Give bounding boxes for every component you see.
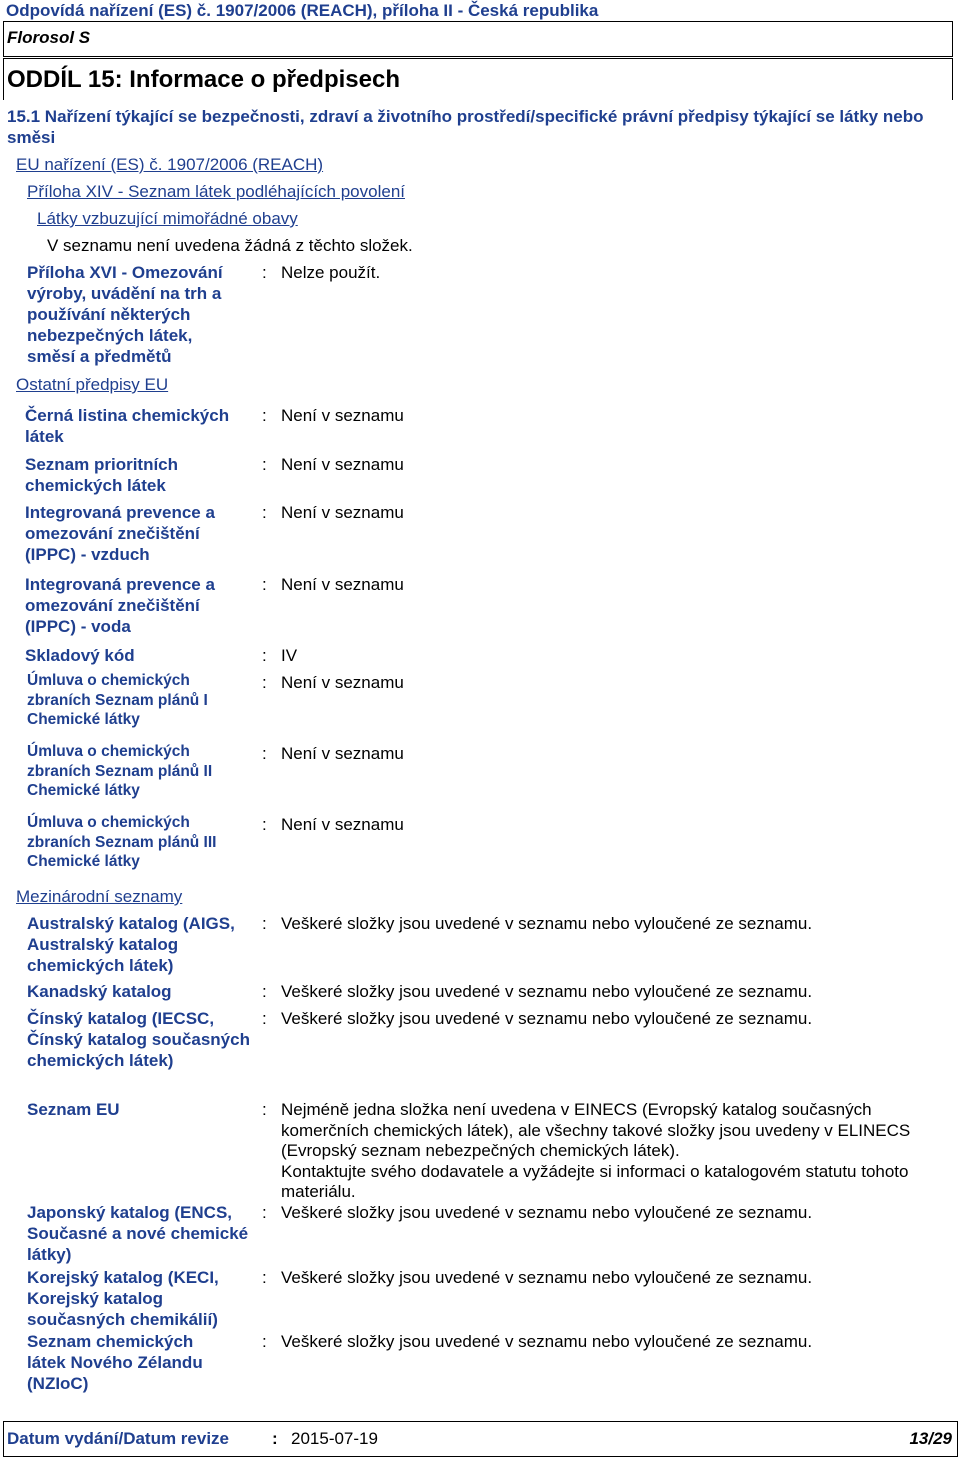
- cwc-schedule-3-label: Úmluva o chemických zbraních Seznam plánů III Chemické látky: [27, 814, 217, 870]
- row-colon: :: [262, 646, 267, 665]
- canada-label: Kanadský katalog: [27, 982, 172, 1001]
- priority-list-label: Seznam prioritních chemických látek: [25, 455, 179, 495]
- row-colon: :: [262, 1100, 267, 1119]
- product-name-box: [3, 21, 953, 57]
- australia-value: Veškeré složky jsou uvedené v seznamu nebo vyloučené ze seznamu.: [281, 914, 813, 933]
- ippc-water-label: Integrovaná prevence a omezování znečištění (IPPC) - voda: [25, 575, 215, 636]
- china-value: Veškeré složky jsou uvedené v seznamu nebo vyloučené ze seznamu.: [281, 1009, 813, 1028]
- product-name: Florosol S: [7, 28, 91, 47]
- storage-code-label: Skladový kód: [25, 646, 135, 665]
- cwc-schedule-3-value: Není v seznamu: [281, 815, 404, 834]
- section-subtitle: 15.1 Nařízení týkající se bezpečnosti, zdraví a životního prostředí/specifické právní předpisy týkající se látky nebo směsi: [7, 107, 924, 147]
- row-colon: :: [262, 575, 267, 594]
- footer-date-label: Datum vydání/Datum revize: [7, 1429, 230, 1448]
- row-colon: :: [262, 982, 267, 1001]
- row-colon: :: [262, 1332, 267, 1351]
- storage-code-value: IV: [281, 646, 298, 665]
- cwc-schedule-1-label: Úmluva o chemických zbraních Seznam plánů I Chemické látky: [27, 672, 208, 728]
- australia-label: Australský katalog (AIGS, Australský katalog chemických látek): [27, 914, 235, 975]
- row-colon: :: [262, 1203, 267, 1222]
- row-colon: :: [262, 815, 267, 834]
- row-colon: :: [262, 503, 267, 522]
- blacklist-label: Černá listina chemických látek: [25, 406, 230, 446]
- cwc-schedule-1-value: Není v seznamu: [281, 673, 404, 692]
- eu-inventory-value-line-2: Kontaktujte svého dodavatele a vyžádejte si informaci o katalogovém statutu tohoto materiálu.: [281, 1161, 909, 1201]
- footer-date-value: 2015-07-19: [291, 1429, 378, 1448]
- china-label: Čínský katalog (IECSC, Čínský katalog současných chemických látek): [27, 1009, 250, 1070]
- section-title: ODDÍL 15: Informace o předpisech: [7, 66, 400, 93]
- korea-value: Veškeré složky jsou uvedené v seznamu nebo vyloučené ze seznamu.: [281, 1268, 813, 1287]
- row-colon: :: [262, 1009, 267, 1028]
- eu-inventory-label: Seznam EU: [27, 1100, 120, 1119]
- ippc-water-value: Není v seznamu: [281, 575, 404, 594]
- new-zealand-value: Veškeré složky jsou uvedené v seznamu nebo vyloučené ze seznamu.: [281, 1332, 813, 1351]
- row-colon: :: [262, 455, 267, 474]
- annex17-label: Příloha XVI - Omezování výroby, uvádění na trh a používání některých nebezpečných látek, směsí a předmětů: [27, 263, 223, 366]
- regulation-header: Odpovídá nařízení (ES) č. 1907/2006 (REACH), příloha II - Česká republika: [6, 1, 599, 20]
- eu-reach-heading: EU nařízení (ES) č. 1907/2006 (REACH): [16, 155, 324, 174]
- new-zealand-label: Seznam chemických látek Nového Zélandu (NZIoC): [27, 1332, 203, 1393]
- annex17-value: Nelze použít.: [281, 263, 381, 282]
- page-number: 13/29: [909, 1429, 952, 1448]
- row-colon: :: [262, 406, 267, 425]
- svhc-heading: Látky vzbuzující mimořádné obavy: [37, 209, 298, 228]
- other-eu-heading: Ostatní předpisy EU: [16, 375, 169, 394]
- cwc-schedule-2-value: Není v seznamu: [281, 744, 404, 763]
- row-colon: :: [262, 744, 267, 763]
- japan-label: Japonský katalog (ENCS, Současné a nové chemické látky): [27, 1203, 249, 1264]
- korea-label: Korejský katalog (KECI, Korejský katalog současných chemikálií): [27, 1268, 219, 1329]
- ippc-air-label: Integrovaná prevence a omezování znečištění (IPPC) - vzduch: [25, 503, 215, 564]
- eu-inventory-value: [281, 1100, 946, 1203]
- annex17-colon: :: [262, 263, 267, 282]
- annex14-heading: Příloha XIV - Seznam látek podléhajících povolení: [27, 182, 405, 201]
- footer-colon: :: [272, 1429, 278, 1448]
- blacklist-value: Není v seznamu: [281, 406, 404, 425]
- eu-inventory-value-line-1: Nejméně jedna složka není uvedena v EINECS (Evropský katalog současných komerčních chemických látek), ale všechny takové složky jsou uvedeny v ELINECS (Evropský seznam nebezpečných chemických látek).: [281, 1100, 911, 1160]
- row-colon: :: [262, 673, 267, 692]
- ippc-air-value: Není v seznamu: [281, 503, 404, 522]
- cwc-schedule-2-label: Úmluva o chemických zbraních Seznam plánů II Chemické látky: [27, 743, 213, 799]
- japan-value: Veškeré složky jsou uvedené v seznamu nebo vyloučené ze seznamu.: [281, 1203, 813, 1222]
- canada-value: Veškeré složky jsou uvedené v seznamu nebo vyloučené ze seznamu.: [281, 982, 813, 1001]
- priority-list-value: Není v seznamu: [281, 455, 404, 474]
- international-heading: Mezinárodní seznamy: [16, 887, 183, 906]
- row-colon: :: [262, 1268, 267, 1287]
- row-colon: :: [262, 914, 267, 933]
- svhc-text: V seznamu není uvedena žádná z těchto složek.: [47, 236, 413, 255]
